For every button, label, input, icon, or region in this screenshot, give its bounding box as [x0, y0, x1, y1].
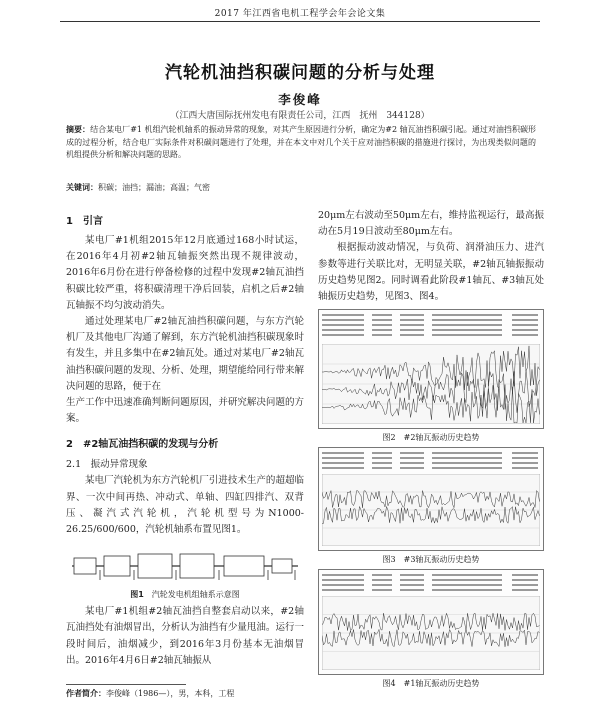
- figure-4-label: 图4: [382, 679, 396, 689]
- hp-cylinder: [74, 558, 96, 574]
- header-rule: [60, 21, 540, 22]
- section-2-paragraph-1: 某电厂汽轮机为东方汽轮机厂引进技术生产的超超临界、一次中间再热、冲动式、单轴、四缸四排汽、双背压、凝汽式汽轮机，汽轮机型号为N1000-26.25/600/600，汽轮机轴系布置见图1。: [66, 475, 304, 536]
- ip-cylinder: [104, 556, 130, 576]
- shaft-diagram-svg: [66, 544, 304, 586]
- section-2-1-heading: 2.1 振动异常现象: [66, 459, 148, 471]
- left-column: [66, 212, 304, 669]
- figure-2-trend-plot: [322, 344, 540, 424]
- figure-4-caption-text: #1轴瓦振动历史趋势: [403, 679, 480, 689]
- right-paragraph-top: 20μm左右波动至50μm左右，维持监视运行，最高振动在5月19日波动至80μm左右。: [318, 210, 544, 238]
- figure-4-legend-table: [322, 573, 540, 593]
- figure-4-trend-screenshot: [318, 569, 544, 675]
- section-1-paragraph-1: 某电厂#1机组2015年12月底通过168小时试运，在2016年4月初#2轴瓦轴振突然出现不规律波动，2016年6月份在进行停备检修的过程中发现#2轴瓦油挡积碳比较严重，将积碳清理干净后回装，启机之后#2轴瓦轴振不均匀波动消失。: [66, 235, 304, 311]
- figure-1-shaft-diagram: [66, 544, 304, 586]
- generator: [224, 556, 264, 576]
- figure-2-label: 图2: [382, 433, 396, 443]
- running-head: 2017 年江西省电机工程学会年会论文集: [214, 9, 386, 19]
- footnote: [66, 688, 234, 699]
- author-affiliation: （江西大唐国际抚州发电有限责任公司，江西 抚州 344128）: [170, 111, 430, 121]
- abstract-text: 结合某电厂#1 机组汽轮机轴系的振动异常的现象，对其产生原因进行分析，确定为#2 轴瓦油挡积碳引起。通过对油挡积碳形成的过程分析，结合电厂实际条件对积碳问题进行了处理，并在本文中对几个关于应对油挡积碳的措施进行探讨，为出现类似问题的机组提供分析和解决问题的思路。: [66, 125, 537, 160]
- figure-3-trend-plot: [322, 474, 540, 546]
- abstract-label: 摘要：: [66, 125, 91, 134]
- section-2-heading: 2 #2轴瓦油挡积碳的发现与分析: [66, 439, 219, 451]
- lp-cylinder-a: [138, 554, 172, 578]
- figure-3-caption-text: #3轴瓦振动历史趋势: [403, 555, 480, 565]
- figure-4-trend-plot: [322, 596, 540, 670]
- figure-2-trend-screenshot: [318, 309, 544, 429]
- figure-3-trend-screenshot: [318, 447, 544, 551]
- paper-title: 汽轮机油挡积碳问题的分析与处理: [165, 63, 435, 83]
- figure-2-caption: [318, 432, 544, 443]
- keywords: [66, 182, 536, 193]
- figure-3-caption: [318, 554, 544, 565]
- abstract: [66, 124, 536, 162]
- figure-3-legend-table: [322, 451, 540, 471]
- keywords-text: 积碳；油挡；漏油；高温；气密: [98, 183, 210, 192]
- figure-1-caption: [66, 589, 304, 600]
- footnote-label: 作者简介：: [66, 689, 106, 698]
- right-column: [318, 208, 544, 693]
- right-paragraph-analysis: 根据振动波动情况，与负荷、润滑油压力、进汽参数等进行关联比对，无明显关联，#2轴瓦轴振振动历史趋势见图2。同时调看此阶段#1轴瓦、#3轴瓦处轴振历史趋势，见图3、图4。: [318, 242, 544, 303]
- section-1-paragraph-3: 生产工作中迅速准确判断问题原因，并研究解决问题的方案。: [66, 397, 304, 425]
- author-name: 李俊峰: [278, 92, 322, 107]
- figure-1-label: 图1: [130, 590, 144, 600]
- section-2-paragraph-2: 某电厂#1机组#2轴瓦油挡自整套启动以来，#2轴瓦油挡处有油烟冒出，分析认为油挡有少量甩油。运行一段时间后，油烟减少，到2016年3月份基本无油烟冒出。2016年4月6日#2轴瓦轴振从: [66, 606, 304, 666]
- figure-3-label: 图3: [382, 555, 396, 565]
- figure-2-legend-table: [322, 313, 540, 338]
- section-1-heading: 1 引言: [66, 216, 103, 227]
- footnote-rule: [66, 684, 186, 685]
- footnote-text: 李俊峰（1986—），男，本科，工程: [106, 689, 235, 698]
- lp-cylinder-b: [180, 554, 214, 578]
- figure-2-caption-text: #2轴瓦振动历史趋势: [403, 433, 480, 443]
- figure-1-caption-text: 汽轮发电机组轴系示意图: [151, 590, 240, 600]
- keywords-label: 关键词：: [66, 183, 98, 192]
- section-1-paragraph-2: 通过处理某电厂#2轴瓦油挡积碳问题，与东方汽轮机厂及其他电厂沟通了解到，东方汽轮机油挡积碳现象时有发生，并且多集中在#2轴瓦处。通过对某电厂#2轴瓦油挡积碳问题的发现、分析、处理，期望能给同行带来解决问题的思路，便于在: [66, 316, 304, 392]
- exciter: [272, 559, 292, 573]
- figure-4-caption: [318, 678, 544, 689]
